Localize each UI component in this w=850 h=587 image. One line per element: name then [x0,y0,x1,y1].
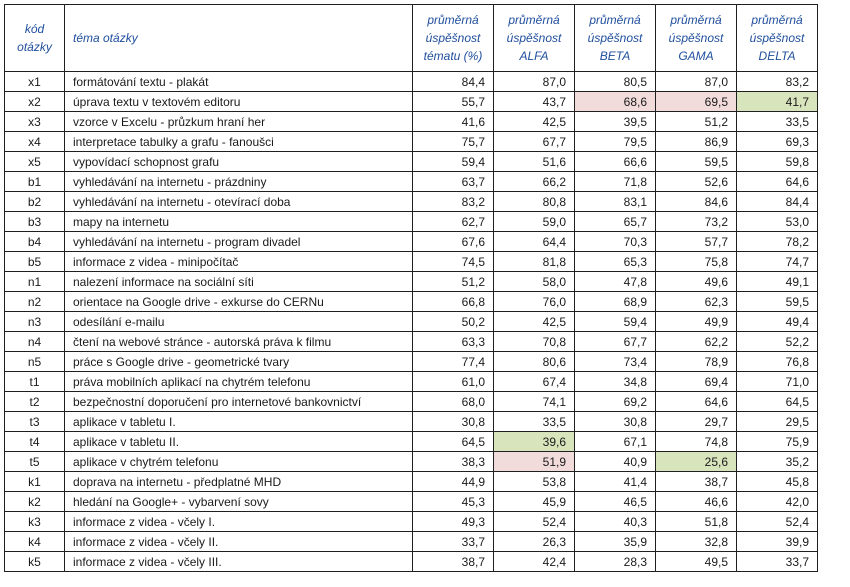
cell-topic: informace z videa - včely III. [65,552,413,572]
cell-topic: aplikace v tabletu I. [65,412,413,432]
table-row [5,452,818,472]
cell-alfa: 42,4 [494,552,575,572]
cell-gama: 49,6 [656,272,737,292]
cell-avg: 61,0 [413,372,494,392]
cell-delta: 69,3 [737,132,818,152]
cell-beta: 67,7 [575,332,656,352]
cell-avg: 50,2 [413,312,494,332]
cell-beta: 65,3 [575,252,656,272]
cell-alfa: 45,9 [494,492,575,512]
cell-avg: 49,3 [413,512,494,532]
cell-gama: 51,2 [656,112,737,132]
header-gama: průměrná úspěšnost GAMA [656,5,737,72]
cell-delta: 59,5 [737,292,818,312]
cell-alfa-highlighted: 39,6 [494,432,575,452]
cell-beta: 68,9 [575,292,656,312]
table-row [5,72,818,92]
cell-topic: vyhledávání na internetu - otevírací doba [65,192,413,212]
cell-code: n3 [5,312,65,332]
cell-topic: úprava textu v textovém editoru [65,92,413,112]
cell-topic: práce s Google drive - geometrické tvary [65,352,413,372]
cell-code: k4 [5,532,65,552]
cell-delta: 83,2 [737,72,818,92]
cell-code: k1 [5,472,65,492]
cell-avg: 38,3 [413,452,494,472]
cell-alfa: 64,4 [494,232,575,252]
cell-avg: 30,8 [413,412,494,432]
cell-avg: 83,2 [413,192,494,212]
cell-alfa: 42,5 [494,312,575,332]
cell-beta: 80,5 [575,72,656,92]
cell-beta: 41,4 [575,472,656,492]
cell-alfa: 70,8 [494,332,575,352]
cell-code: b5 [5,252,65,272]
table-row [5,372,818,392]
cell-avg: 41,6 [413,112,494,132]
cell-beta: 79,5 [575,132,656,152]
cell-beta: 83,1 [575,192,656,212]
cell-avg: 74,5 [413,252,494,272]
table-row [5,532,818,552]
cell-topic: aplikace v tabletu II. [65,432,413,452]
cell-beta: 70,3 [575,232,656,252]
table-row [5,252,818,272]
cell-code: x5 [5,152,65,172]
cell-gama: 46,6 [656,492,737,512]
cell-delta: 29,5 [737,412,818,432]
cell-code: n5 [5,352,65,372]
cell-code: t5 [5,452,65,472]
cell-topic: vyhledávání na internetu - prázdniny [65,172,413,192]
cell-alfa: 66,2 [494,172,575,192]
header-row [5,5,818,72]
cell-alfa: 51,6 [494,152,575,172]
cell-code: x4 [5,132,65,152]
table-row [5,412,818,432]
cell-topic: vzorce v Excelu - průzkum hraní her [65,112,413,132]
table-row [5,512,818,532]
cell-topic: čtení na webové stránce - autorská práva k filmu [65,332,413,352]
cell-delta: 64,6 [737,172,818,192]
cell-alfa: 33,5 [494,412,575,432]
table-row [5,492,818,512]
table-row [5,332,818,352]
cell-avg: 75,7 [413,132,494,152]
cell-gama: 52,6 [656,172,737,192]
cell-beta: 69,2 [575,392,656,412]
cell-alfa: 26,3 [494,532,575,552]
cell-alfa: 74,1 [494,392,575,412]
cell-code: k2 [5,492,65,512]
table-row [5,212,818,232]
cell-gama: 73,2 [656,212,737,232]
cell-gama: 62,2 [656,332,737,352]
cell-code: t1 [5,372,65,392]
table-row [5,192,818,212]
cell-alfa: 76,0 [494,292,575,312]
cell-gama: 59,5 [656,152,737,172]
cell-delta: 52,4 [737,512,818,532]
cell-topic: mapy na internetu [65,212,413,232]
cell-code: t2 [5,392,65,412]
cell-beta: 40,9 [575,452,656,472]
cell-topic: práva mobilních aplikací na chytrém telefonu [65,372,413,392]
cell-delta: 75,9 [737,432,818,452]
cell-gama: 29,7 [656,412,737,432]
cell-delta: 74,7 [737,252,818,272]
cell-alfa: 59,0 [494,212,575,232]
header-alfa: průměrná úspěšnost ALFA [494,5,575,72]
cell-code: n4 [5,332,65,352]
cell-delta: 78,2 [737,232,818,252]
cell-beta: 40,3 [575,512,656,532]
table-row [5,172,818,192]
cell-avg: 59,4 [413,152,494,172]
cell-delta: 33,7 [737,552,818,572]
cell-delta: 52,2 [737,332,818,352]
cell-topic: vyhledávání na internetu - program divadel [65,232,413,252]
cell-alfa: 43,7 [494,92,575,112]
header-avg: průměrná úspěšnost tématu (%) [413,5,494,72]
table-row [5,352,818,372]
cell-avg: 77,4 [413,352,494,372]
cell-alfa: 80,6 [494,352,575,372]
cell-topic: interpretace tabulky a grafu - fanoušci [65,132,413,152]
table-row [5,272,818,292]
cell-delta: 42,0 [737,492,818,512]
cell-gama: 75,8 [656,252,737,272]
cell-topic: informace z videa - včely I. [65,512,413,532]
cell-code: b2 [5,192,65,212]
cell-delta: 45,8 [737,472,818,492]
cell-beta: 73,4 [575,352,656,372]
results-table [4,4,818,572]
cell-gama: 87,0 [656,72,737,92]
cell-code: x1 [5,72,65,92]
cell-avg: 62,7 [413,212,494,232]
cell-delta: 49,4 [737,312,818,332]
cell-code: b1 [5,172,65,192]
cell-topic: nalezení informace na sociální síti [65,272,413,292]
table-row [5,292,818,312]
cell-beta: 39,5 [575,112,656,132]
cell-code: t3 [5,412,65,432]
cell-avg: 63,7 [413,172,494,192]
cell-avg: 44,9 [413,472,494,492]
table-row [5,152,818,172]
header-beta: průměrná úspěšnost BETA [575,5,656,72]
cell-topic: informace z videa - minipočítač [65,252,413,272]
cell-alfa-highlighted: 51,9 [494,452,575,472]
cell-beta: 71,8 [575,172,656,192]
cell-delta: 35,2 [737,452,818,472]
cell-delta: 84,4 [737,192,818,212]
cell-alfa: 53,8 [494,472,575,492]
cell-delta: 33,5 [737,112,818,132]
table-body [5,72,818,572]
cell-alfa: 80,8 [494,192,575,212]
table-row [5,312,818,332]
cell-gama: 57,7 [656,232,737,252]
cell-delta-highlighted: 41,7 [737,92,818,112]
cell-avg: 68,0 [413,392,494,412]
cell-topic: bezpečnostní doporučení pro internetové bankovnictví [65,392,413,412]
cell-beta: 28,3 [575,552,656,572]
cell-gama-highlighted: 69,5 [656,92,737,112]
cell-delta: 59,8 [737,152,818,172]
cell-gama: 78,9 [656,352,737,372]
cell-code: n1 [5,272,65,292]
cell-avg: 55,7 [413,92,494,112]
cell-beta: 66,6 [575,152,656,172]
cell-delta: 71,0 [737,372,818,392]
cell-alfa: 58,0 [494,272,575,292]
cell-gama: 49,5 [656,552,737,572]
cell-gama-highlighted: 25,6 [656,452,737,472]
table-row [5,112,818,132]
cell-alfa: 42,5 [494,112,575,132]
cell-delta: 64,5 [737,392,818,412]
cell-beta: 35,9 [575,532,656,552]
cell-alfa: 67,4 [494,372,575,392]
cell-topic: aplikace v chytrém telefonu [65,452,413,472]
cell-gama: 86,9 [656,132,737,152]
cell-gama: 62,3 [656,292,737,312]
cell-gama: 74,8 [656,432,737,452]
cell-gama: 32,8 [656,532,737,552]
cell-alfa: 81,8 [494,252,575,272]
cell-topic: doprava na internetu - předplatné MHD [65,472,413,492]
table-row [5,552,818,572]
cell-topic: informace z videa - včely II. [65,532,413,552]
cell-gama: 38,7 [656,472,737,492]
cell-gama: 69,4 [656,372,737,392]
cell-avg: 38,7 [413,552,494,572]
cell-avg: 33,7 [413,532,494,552]
cell-code: b3 [5,212,65,232]
table-row [5,132,818,152]
cell-beta: 34,8 [575,372,656,392]
cell-beta: 59,4 [575,312,656,332]
cell-code: t4 [5,432,65,452]
header-topic: téma otázky [65,5,413,72]
cell-beta: 46,5 [575,492,656,512]
cell-avg: 45,3 [413,492,494,512]
cell-beta: 67,1 [575,432,656,452]
cell-delta: 49,1 [737,272,818,292]
cell-code: x3 [5,112,65,132]
cell-topic: odesílání e-mailu [65,312,413,332]
cell-topic: vypovídací schopnost grafu [65,152,413,172]
table-row [5,432,818,452]
cell-code: n2 [5,292,65,312]
cell-beta-highlighted: 68,6 [575,92,656,112]
cell-gama: 64,6 [656,392,737,412]
table-row [5,392,818,412]
cell-avg: 51,2 [413,272,494,292]
header-delta: průměrná úspěšnost DELTA [737,5,818,72]
cell-code: x2 [5,92,65,112]
cell-alfa: 67,7 [494,132,575,152]
cell-beta: 30,8 [575,412,656,432]
cell-topic: hledání na Google+ - vybarvení sovy [65,492,413,512]
cell-delta: 53,0 [737,212,818,232]
cell-delta: 39,9 [737,532,818,552]
cell-code: k3 [5,512,65,532]
cell-gama: 49,9 [656,312,737,332]
cell-topic: orientace na Google drive - exkurse do CERNu [65,292,413,312]
table-row [5,232,818,252]
table-row [5,472,818,492]
cell-gama: 51,8 [656,512,737,532]
cell-avg: 66,8 [413,292,494,312]
cell-beta: 47,8 [575,272,656,292]
cell-avg: 84,4 [413,72,494,92]
cell-code: k5 [5,552,65,572]
cell-avg: 63,3 [413,332,494,352]
cell-delta: 76,8 [737,352,818,372]
cell-topic: formátování textu - plakát [65,72,413,92]
header-code: kód otázky [5,5,65,72]
cell-code: b4 [5,232,65,252]
cell-avg: 64,5 [413,432,494,452]
cell-alfa: 52,4 [494,512,575,532]
cell-gama: 84,6 [656,192,737,212]
cell-alfa: 87,0 [494,72,575,92]
cell-beta: 65,7 [575,212,656,232]
table-row [5,92,818,112]
cell-avg: 67,6 [413,232,494,252]
